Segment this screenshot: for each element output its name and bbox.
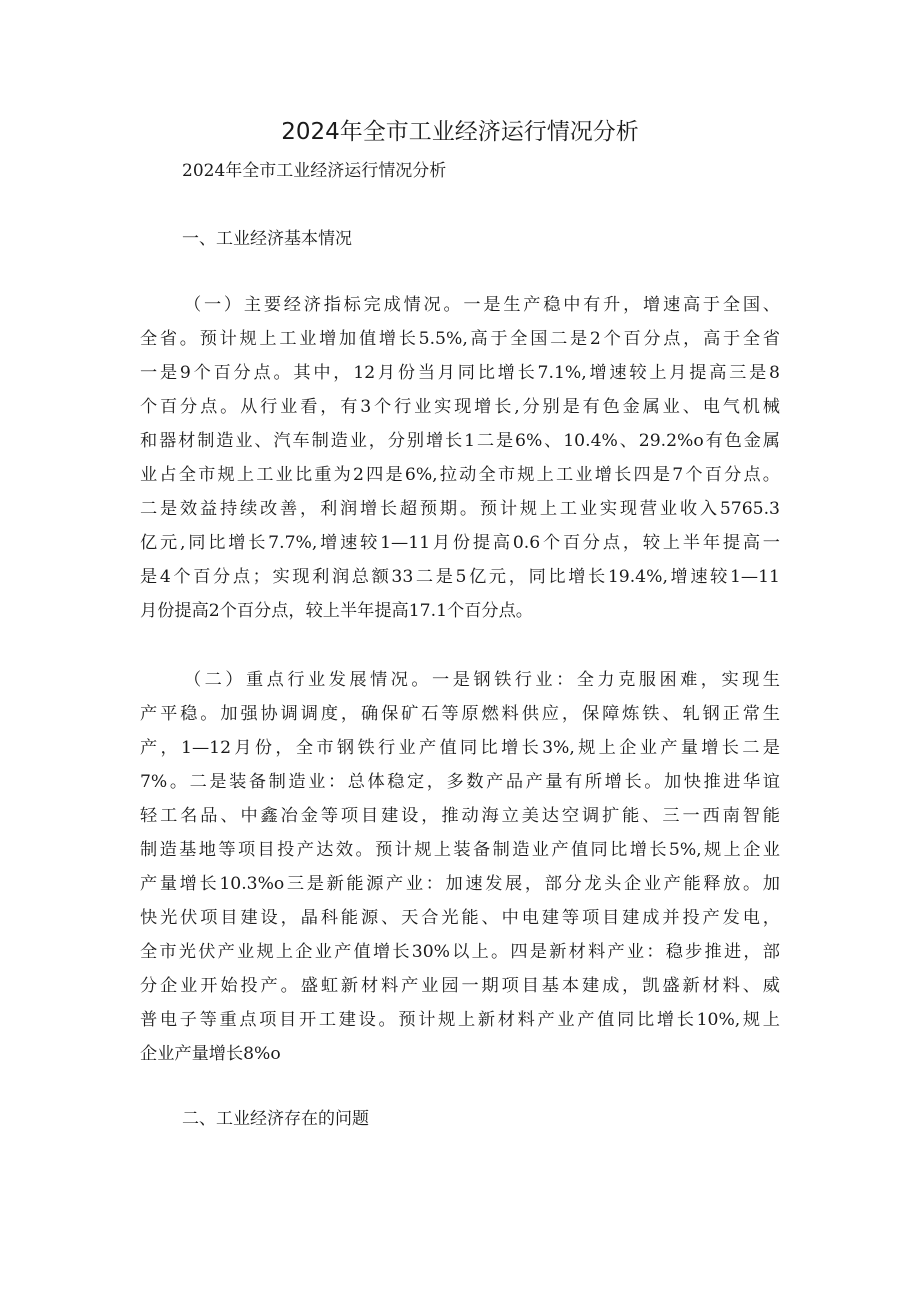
paragraph-main-indicators [140, 288, 780, 628]
paragraph-line: 全市光伏产业规上企业产值增长30%以上。四是新材料产业：稳步推进，部 [140, 942, 780, 962]
paragraph-line: 制造基地等项目投产达效。预计规上装备制造业产值同比增长5%,规上企业 [140, 840, 780, 860]
paragraph-line: 普电子等重点项目开工建设。预计规上新材料产业产值同比增长10%,规上 [140, 1010, 780, 1030]
paragraph-line: （二）重点行业发展情况。一是钢铁行业：全力克服困难，实现生 [184, 670, 780, 690]
paragraph-line: 个百分点。从行业看，有3个行业实现增长,分别是有色金属业、电气机械 [140, 397, 780, 417]
paragraph-line: （一）主要经济指标完成情况。一是生产稳中有升，增速高于全国、 [184, 295, 780, 315]
document-title: 2024年全市工业经济运行情况分析 [281, 119, 639, 145]
document-subtitle: 2024年全市工业经济运行情况分析 [182, 161, 447, 181]
paragraph-line: 二是效益持续改善，利润增长超预期。预计规上工业实现营业收入5765.3 [140, 499, 780, 519]
paragraph-line: 和器材制造业、汽车制造业，分别增长1二是6%、10.4%、29.2%o有色金属 [140, 431, 780, 451]
paragraph-key-industries [140, 663, 780, 1071]
paragraph-line: 全省。预计规上工业增加值增长5.5%,高于全国二是2个百分点，高于全省 [140, 329, 780, 349]
paragraph-line: 是4个百分点；实现利润总额33二是5亿元，同比增长19.4%,增速较1—11 [140, 567, 780, 587]
paragraph-line: 快光伏项目建设，晶科能源、天合光能、中电建等项目建成并投产发电， [140, 908, 780, 928]
paragraph-line: 业占全市规上工业比重为2四是6%,拉动全市规上工业增长四是7个百分点。 [140, 465, 780, 485]
paragraph-line: 产平稳。加强协调调度，确保矿石等原燃料供应，保障炼铁、轧钢正常生 [140, 704, 780, 724]
paragraph-line: 企业产量增长8%o [140, 1044, 281, 1064]
section-heading-basic-situation: 一、工业经济基本情况 [182, 229, 352, 249]
paragraph-line: 产量增长10.3%o三是新能源产业：加速发展，部分龙头企业产能释放。加 [140, 874, 780, 894]
paragraph-line: 分企业开始投产。盛虹新材料产业园一期项目基本建成，凯盛新材料、威 [140, 976, 780, 996]
paragraph-line: 产，1—12月份，全市钢铁行业产值同比增长3%,规上企业产量增长二是 [140, 738, 780, 758]
paragraph-line: 轻工名品、中鑫冶金等项目建设，推动海立美达空调扩能、三一西南智能 [140, 806, 780, 826]
paragraph-line: 月份提高2个百分点，较上半年提高17.1个百分点。 [140, 601, 533, 621]
paragraph-line: 亿元,同比增长7.7%,增速较1—11月份提高0.6个百分点，较上半年提高一 [140, 533, 780, 553]
paragraph-line: 一是9个百分点。其中，12月份当月同比增长7.1%,增速较上月提高三是8 [140, 363, 780, 383]
paragraph-line: 7%。二是装备制造业：总体稳定，多数产品产量有所增长。加快推进华谊 [140, 772, 780, 792]
section-heading-problems: 二、工业经济存在的问题 [182, 1109, 369, 1129]
